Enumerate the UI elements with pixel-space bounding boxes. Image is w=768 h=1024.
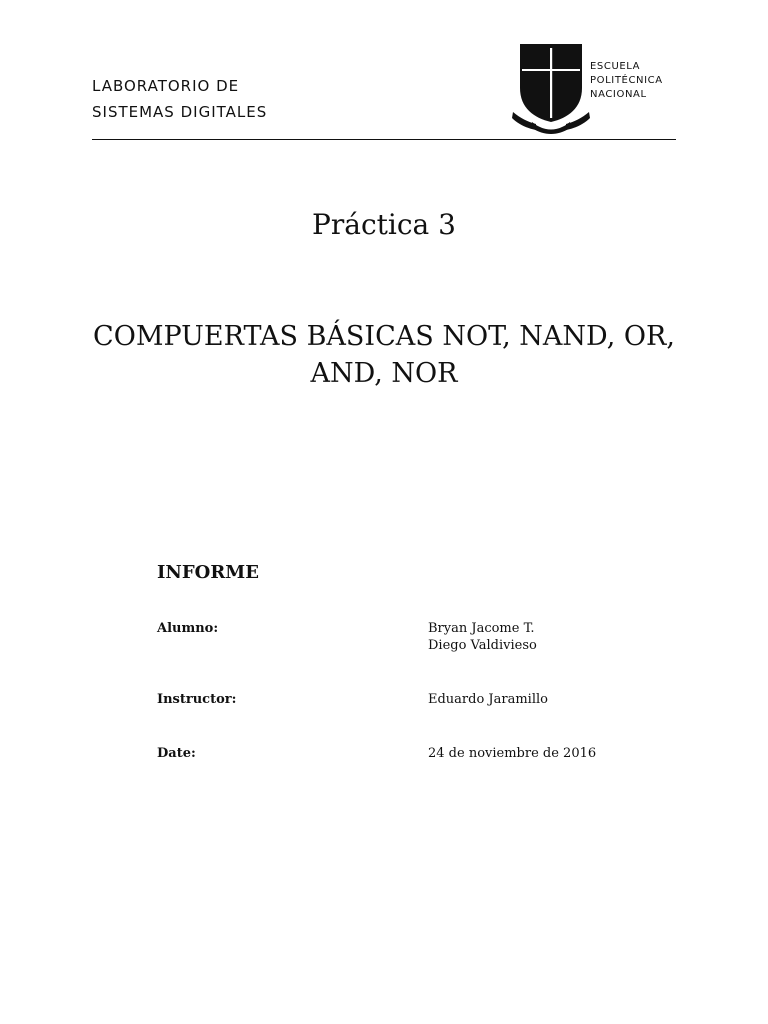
school-name-line3: NACIONAL	[590, 89, 647, 100]
school-name-line2: POLITÉCNICA	[590, 75, 663, 86]
header-divider	[92, 139, 676, 140]
instructor-name: Eduardo Jaramillo	[428, 692, 548, 707]
date-label: Date:	[157, 746, 196, 761]
school-shield-logo	[510, 42, 592, 134]
practice-title: Práctica 3	[312, 208, 456, 241]
instructor-label: Instructor:	[157, 692, 237, 707]
lab-name-line1: LABORATORIO DE	[92, 77, 240, 95]
student-names	[428, 620, 537, 654]
report-date: 24 de noviembre de 2016	[428, 746, 597, 761]
school-name	[590, 60, 663, 102]
lab-name	[92, 73, 267, 125]
student-name: Bryan Jacome T.	[428, 621, 535, 636]
report-heading: INFORME	[157, 562, 259, 583]
lab-name-line2: SISTEMAS DIGITALES	[92, 103, 268, 121]
subject-title: COMPUERTAS BÁSICAS NOT, NAND, OR, AND, NOR	[93, 321, 675, 389]
student-name: Diego Valdivieso	[428, 638, 537, 653]
school-name-line1: ESCUELA	[590, 61, 641, 72]
student-label: Alumno:	[157, 621, 219, 636]
